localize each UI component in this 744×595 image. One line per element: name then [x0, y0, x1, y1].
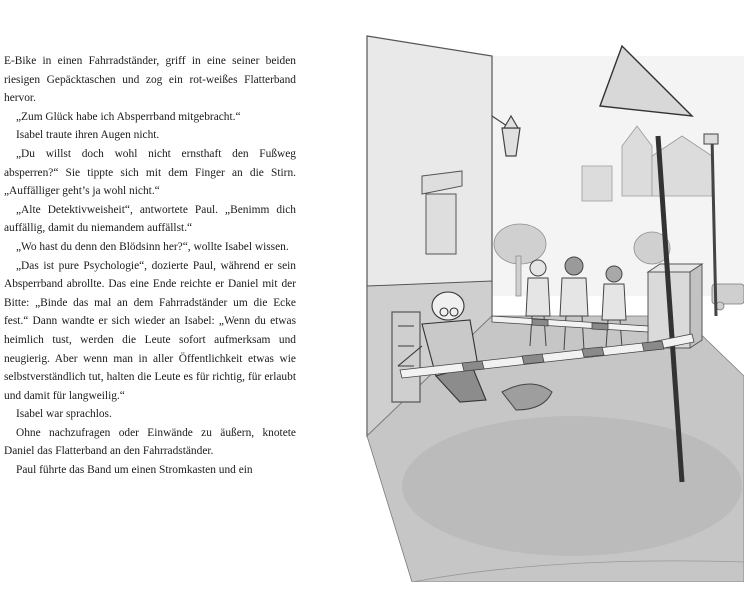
bike-rack	[392, 312, 420, 402]
ground-shade	[402, 416, 742, 556]
paragraph: „Zum Glück habe ich Absperrband mitgebracht.“	[16, 110, 241, 123]
paragraph: „Alte Detektivweisheit“, antwortete Paul. „Benimm dich auffällig, damit du niemandem auffällst.“	[4, 203, 296, 235]
paragraph: „Wo hast du denn den Blödsinn her?“, wollte Isabel wissen.	[16, 240, 289, 253]
paragraph: „Du willst doch wohl nicht ernsthaft den Fußweg absperren?“ Sie tippte sich mit dem Finger an die Stirn. „Auffälliger geht’s ja wohl nicht.“	[4, 147, 296, 198]
paragraph: Isabel traute ihren Augen nicht.	[16, 129, 160, 142]
paragraph: Paul führte das Band um einen Stromkasten und ein	[16, 464, 253, 477]
window-cornice	[422, 171, 462, 254]
paragraph: E-Bike in einen Fahrradständer, griff in eine seiner beiden riesigen Gepäcktaschen und zog ein rot-weißes Flatterband hervor.	[4, 55, 296, 105]
body-text	[4, 52, 296, 480]
electric-box	[648, 264, 702, 348]
paragraph: Isabel war sprachlos.	[16, 408, 112, 421]
paragraph: „Das ist pure Psychologie“, dozierte Paul, während er sein Absperrband abrollte. Das eine Ende reichte er Daniel mit der Bitte: „Binde das mal an dem Fahrradständer um die Ecke fest.“ Dann wandte er sich wieder an Isabel: „Wenn du etwas heimlich tust, werden die Leute sofort aufmerksam und neugierig. Aber wenn man in aller Öffentlichkeit etwas wie selbstverständlich tut, halten die Leute es für richtig, für erlaubt und damit für langweilig.“	[4, 259, 296, 402]
paragraph: Ohne nachzufragen oder Einwände zu äußern, knotete Daniel das Flatterband an den Fahrradständer.	[4, 426, 296, 458]
street-scene-illustration	[352, 16, 744, 582]
